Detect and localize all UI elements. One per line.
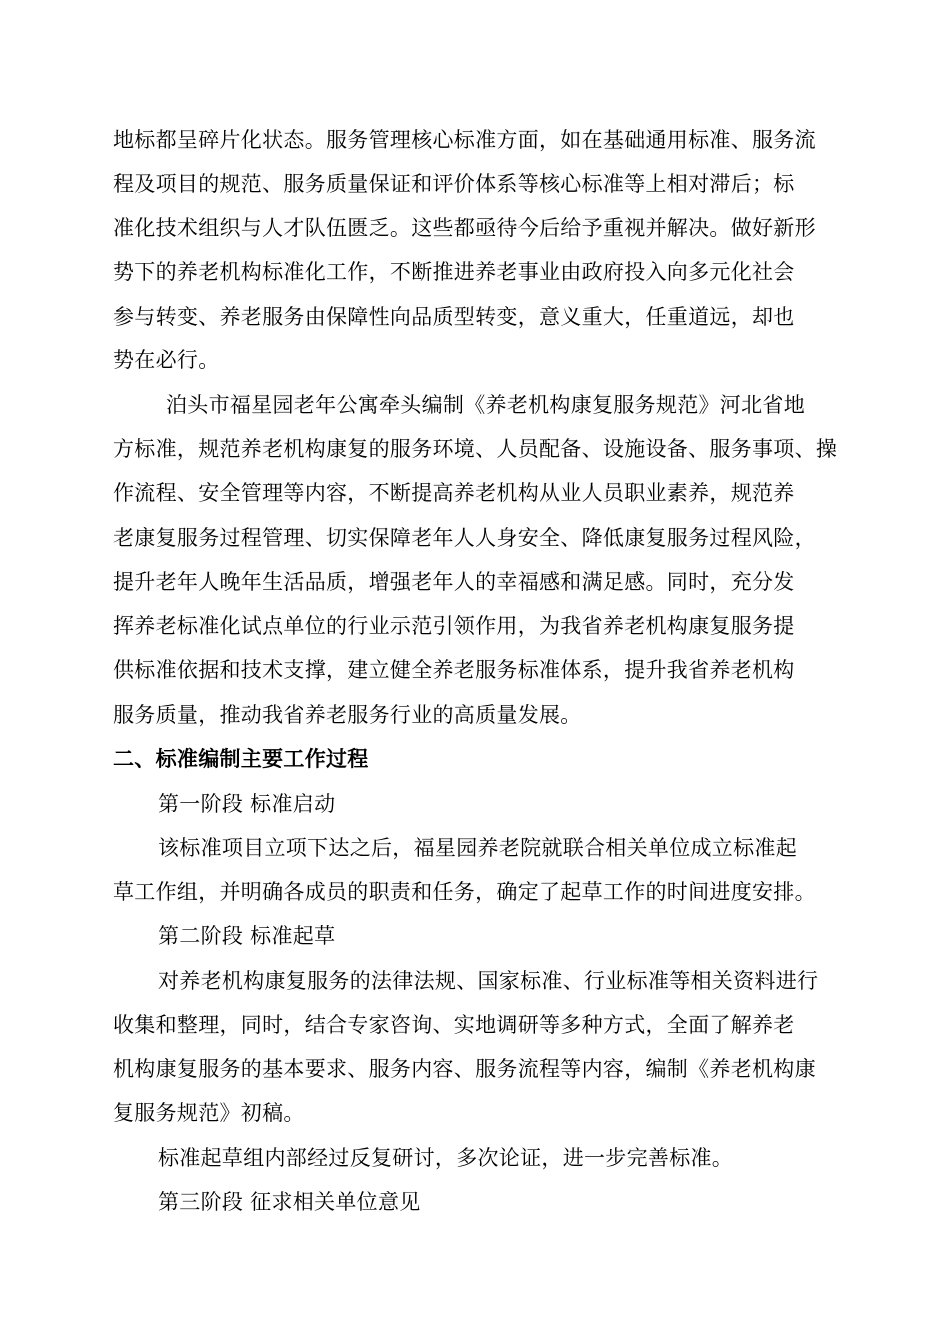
- paragraph-start-line: 对养老机构康复服务的法律法规、国家标准、行业标准等相关资料进行: [158, 969, 819, 993]
- text-line: 准化技术组织与人才队伍匮乏。这些都亟待今后给予重视并解决。做好新形: [113, 216, 816, 240]
- text-line: 机构康复服务的基本要求、服务内容、服务流程等内容，编制《养老机构康: [113, 1057, 816, 1081]
- stage-heading: 第二阶段 标准起草: [158, 924, 336, 948]
- text-line: 供标准依据和技术支撑，建立健全养老服务标准体系，提升我省养老机构: [113, 658, 795, 682]
- paragraph-start-line: 该标准项目立项下达之后，福星园养老院就联合相关单位成立标准起: [158, 836, 797, 860]
- stage-heading: 第一阶段 标准启动: [158, 792, 336, 816]
- text-line: 程及项目的规范、服务质量保证和评价体系等核心标准等上相对滞后；标: [113, 172, 795, 196]
- text-line: 老康复服务过程管理、切实保障老年人人身安全、降低康复服务过程风险，: [113, 526, 816, 550]
- text-line: 地标都呈碎片化状态。服务管理核心标准方面，如在基础通用标准、服务流: [113, 128, 816, 152]
- text-line: 挥养老标准化试点单位的行业示范引领作用，为我省养老机构康复服务提: [113, 614, 795, 638]
- text-line: 提升老年人晚年生活品质，增强老年人的幸福感和满足感。同时，充分发: [113, 570, 795, 594]
- paragraph-start-line: 泊头市福星园老年公寓牵头编制《养老机构康复服务规范》河北省地: [166, 393, 805, 417]
- text-line: 草工作组，并明确各成员的职责和任务，确定了起草工作的时间进度安排。: [113, 880, 816, 904]
- stage-heading: 第三阶段 征求相关单位意见: [158, 1190, 421, 1214]
- text-line: 复服务规范》初稿。: [113, 1101, 305, 1125]
- text-line: 收集和整理，同时，结合专家咨询、实地调研等多种方式，全面了解养老: [113, 1013, 795, 1037]
- text-line: 势下的养老机构标准化工作，不断推进养老事业由政府投入向多元化社会: [113, 260, 795, 284]
- text-line: 参与转变、养老服务由保障性向品质型转变，意义重大，任重道远，却也: [113, 305, 795, 329]
- paragraph-start-line: 标准起草组内部经过反复研讨，多次论证，进一步完善标准。: [158, 1146, 734, 1170]
- text-line: 方标准，规范养老机构康复的服务环境、人员配备、设施设备、服务事项、操: [113, 437, 838, 461]
- text-line: 势在必行。: [113, 348, 220, 372]
- text-line: 服务质量，推动我省养老服务行业的高质量发展。: [113, 703, 582, 727]
- section-heading: 二、标准编制主要工作过程: [113, 747, 369, 771]
- text-line: 作流程、安全管理等内容，不断提高养老机构从业人员职业素养，规范养: [113, 481, 795, 505]
